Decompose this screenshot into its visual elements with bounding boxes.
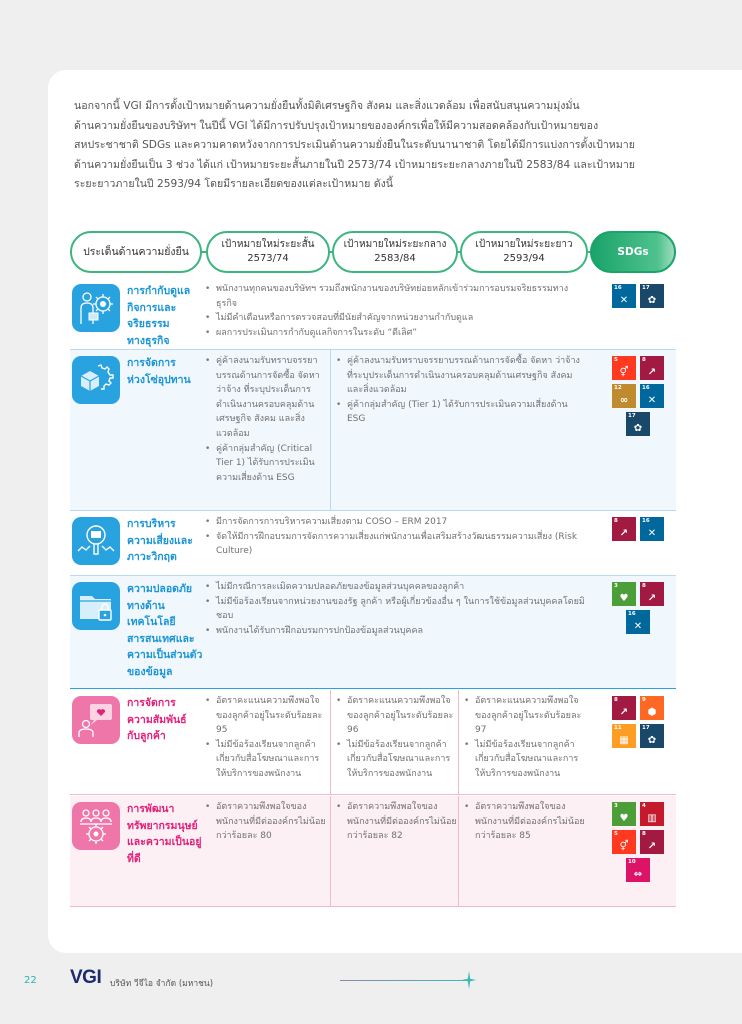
goal-item: • ไม่มีข้อร้องเรียนจากหน่วยงานของรัฐ ลูกค้า หรือผู้เกี่ยวข้องอื่น ๆ ในการใช้ข้อมูลส่วนบุคคลโดยมิชอบ (204, 595, 589, 624)
header-topic (70, 231, 202, 273)
row-topic (127, 516, 203, 566)
topic-line: ห่วงโซ่อุปทาน (127, 373, 191, 386)
goal-item: • อัตราคะแนนความพึงพอใจของลูกค้าอยู่ในระดับร้อยละ 97 (463, 694, 587, 738)
goals-long-term (463, 800, 587, 844)
topic-line: ทางด้าน (127, 599, 165, 612)
sdg-glyph: ∞ (619, 395, 629, 406)
sdg-8-icon (640, 582, 664, 606)
goal-item: • ไม่มีคำเตือนหรือการตรวจสอบที่มีนัยสำคัญจากหน่วยงานกำกับดูแล (204, 311, 589, 326)
column-divider (330, 796, 331, 906)
sdg-glyph: ⚥ (619, 841, 629, 852)
sdg-glyph: ▦ (619, 735, 629, 746)
topic-line: ความเสี่ยงและ (127, 534, 193, 547)
topic-line: เทคโนโลยี (127, 616, 176, 628)
topic-line: ความเป็นส่วนตัว (127, 649, 203, 661)
row-topic (127, 801, 203, 867)
footer-divider-line (340, 980, 468, 981)
row-topic (127, 695, 203, 745)
sdg-number: 8 (614, 518, 618, 524)
sdg-tiles (600, 356, 676, 436)
goal-item: • พนักงานได้รับการฝึกอบรมการปกป้องข้อมูลส่วนบุคคล (204, 624, 589, 639)
goals-all-periods (204, 580, 589, 638)
header-long-title: เป้าหมายใหม่ระยะยาว (475, 239, 573, 250)
vgi-logo (70, 967, 101, 989)
goal-item: • คู่ค้ากลุ่มสำคัญ (Tier 1) ได้รับการประเมินความเสี่ยงด้าน ESG (335, 398, 587, 427)
goals-long-term (463, 694, 587, 782)
header-short-term (206, 231, 330, 273)
goal-item: • พนักงานทุกคนของบริษัทฯ รวมถึงพนักงานของบริษัทย่อยหลักเข้าร่วมการอบรมจริยธรรมทางธุรกิจ (204, 282, 589, 311)
header-long-term (460, 231, 588, 273)
sdg-17-icon (640, 284, 664, 308)
goal-item: • ไม่มีข้อร้องเรียนจากลูกค้าเกี่ยวกับสื่อโฆษณาและการให้บริการของพนักงาน (463, 738, 587, 782)
intro-line: ด้านความยั่งยืนของบริษัทฯ ในปีนี้ VGI ได้มีการปรับปรุงเป้าหมายขององค์กรเพื่อให้มีความสอดคล้องกับเป้าหมายของ (74, 119, 599, 132)
sdg-number: 16 (628, 611, 636, 617)
goals-short-term (204, 694, 328, 782)
table-header (70, 231, 676, 273)
sdg-number: 3 (614, 803, 618, 809)
sdg-16-icon (626, 610, 650, 634)
company-name: บริษัท วีจีไอ จำกัด (มหาชน) (110, 979, 214, 989)
sdg-17-icon (626, 412, 650, 436)
topic-line: ความสัมพันธ์ (127, 713, 187, 726)
goal-item: • อัตราความพึงพอใจของพนักงานที่มีต่อองค์กรไม่น้อยกว่าร้อยละ 82 (335, 800, 459, 844)
topic-line: กิจการและ (127, 301, 177, 314)
sdg-number: 16 (642, 518, 650, 524)
sdg-glyph: ✿ (647, 735, 657, 746)
header-long-year: 2593/94 (503, 253, 545, 264)
goal-item: • มีการจัดการการบริหารความเสี่ยงตาม COSO – ERM 2017 (204, 515, 589, 530)
topic-line: ที่ดี (127, 852, 141, 865)
topic-line: การกำกับดูแล (127, 285, 191, 297)
sdg-16-icon (640, 517, 664, 541)
goal-item: • ไม่มีข้อร้องเรียนจากลูกค้าเกี่ยวกับสื่อโฆษณาและการให้บริการของพนักงาน (204, 738, 328, 782)
sdg-glyph: ↗ (647, 593, 657, 604)
sdg-tiles (600, 517, 676, 541)
sdg-16-icon (612, 284, 636, 308)
sdg-glyph: ✕ (647, 395, 657, 406)
header-short-year: 2573/74 (247, 253, 289, 264)
sdg-glyph: ▥ (647, 813, 657, 824)
header-sdgs (590, 231, 676, 273)
goal-item: • ผลการประเมินการกำกับดูแลกิจการในระดับ “ดีเลิศ” (204, 326, 589, 341)
sdg-12-icon (612, 384, 636, 408)
sdg-glyph: ✿ (647, 295, 657, 306)
goal-item: • อัตราความพึงพอใจของพนักงานที่มีต่อองค์กรไม่น้อยกว่าร้อยละ 80 (204, 800, 328, 844)
sdg-number: 3 (614, 583, 618, 589)
secure-folder-icon (72, 582, 120, 630)
goal-item: • อัตราความพึงพอใจของพนักงานที่มีต่อองค์กรไม่น้อยกว่าร้อยละ 85 (463, 800, 587, 844)
goal-item: • คู่ค้ากลุ่มสำคัญ (Critical Tier 1) ได้รับการประเมินความเสี่ยงด้าน ESG (204, 442, 328, 486)
topic-line: การจัดการ (127, 357, 176, 369)
sdg-number: 17 (642, 285, 650, 291)
intro-line: นอกจากนี้ VGI มีการตั้งเป้าหมายด้านความยั่งยืนทั้งมิติเศรษฐกิจ สังคม และสิ่งแวดล้อม เพื่อสนับสนุนความมุ่งมั่น (74, 100, 580, 112)
sdg-glyph: ♥ (619, 593, 629, 604)
row-topic (127, 581, 203, 680)
topic-line: การพัฒนา (127, 803, 175, 815)
table-row-customer (70, 690, 676, 795)
sdg-number: 8 (642, 831, 646, 837)
header-mid-year: 2583/84 (374, 253, 416, 264)
sdg-glyph: ✿ (633, 423, 643, 434)
sdg-glyph: ⇔ (633, 869, 643, 880)
header-topic-label: ประเด็นด้านความยั่งยืน (83, 246, 189, 258)
table-row-human-resources (70, 796, 676, 907)
sdg-5-icon (612, 356, 636, 380)
supply-chain-icon (72, 356, 120, 404)
goal-item: • อัตราคะแนนความพึงพอใจของลูกค้าอยู่ในระดับร้อยละ 95 (204, 694, 328, 738)
goal-item: • ไม่มีข้อร้องเรียนจากลูกค้าเกี่ยวกับสื่อโฆษณาและการให้บริการของพนักงาน (335, 738, 459, 782)
sdg-glyph: ↗ (647, 841, 657, 852)
sparkle-star-icon (462, 971, 476, 989)
sdg-3-icon (612, 582, 636, 606)
topic-line: จริยธรรม (127, 318, 170, 330)
sdg-number: 10 (628, 859, 636, 865)
sdg-5-icon (612, 830, 636, 854)
goal-item: • อัตราคะแนนความพึงพอใจของลูกค้าอยู่ในระดับร้อยละ 96 (335, 694, 459, 738)
sdg-10-icon (626, 858, 650, 882)
topic-line: ของข้อมูล (127, 665, 173, 678)
header-mid-title: เป้าหมายใหม่ระยะกลาง (343, 239, 447, 250)
sdg-number: 17 (628, 413, 636, 419)
topic-line: ทรัพยากรมนุษย์ (127, 819, 198, 832)
goals-all-periods (204, 282, 589, 340)
topic-line: ภาวะวิกฤต (127, 551, 177, 563)
sdg-glyph: ↗ (619, 707, 629, 718)
sdg-glyph: ↗ (619, 528, 629, 539)
people-gear-icon (72, 802, 120, 850)
sdg-4-icon (640, 802, 664, 826)
column-divider (330, 690, 331, 794)
sdg-number: 16 (614, 285, 622, 291)
sdg-tiles (600, 284, 676, 308)
goal-item: • จัดให้มีการฝึกอบรมการจัดการความเสี่ยงแก่พนักงานเพื่อเสริมสร้างวัฒนธรรมความเสี่ยง (Risk Culture) (204, 530, 589, 559)
goal-item: • ไม่มีกรณีการละเมิดความปลอดภัยของข้อมูลส่วนบุคคลของลูกค้า (204, 580, 589, 595)
sdg-number: 16 (642, 385, 650, 391)
sdg-glyph: ⚥ (619, 367, 629, 378)
sdg-glyph: ✕ (619, 295, 629, 306)
sdg-number: 8 (642, 357, 646, 363)
intro-line: ด้านความยั่งยืนเป็น 3 ช่วง ได้แก่ เป้าหมายระยะสั้นภายในปี 2573/74 เป้าหมายระยะกลางภายในปี 2583/84 และเป้าหมาย (74, 158, 636, 171)
page-number: 22 (24, 975, 37, 986)
goal-item: • คู่ค้าลงนามรับทราบจรรยาบรรณด้านการจัดซื้อ จัดหา ว่าจ้าง ที่ระบุประเด็นการดำเนินงานครอบคลุมด้านเศรษฐกิจ สังคม และสิ่งแวดล้อม (204, 354, 328, 442)
intro-paragraph (74, 97, 680, 195)
table-row-data-security (70, 576, 676, 689)
sdg-number: 11 (614, 725, 622, 731)
sdg-glyph: ✕ (647, 528, 657, 539)
sdg-17-icon (640, 724, 664, 748)
table-row-governance (70, 278, 676, 350)
sdg-tiles (600, 582, 676, 634)
header-mid-term (332, 231, 458, 273)
topic-line: สารสนเทศและ (127, 632, 195, 645)
sdg-glyph: ↗ (647, 367, 657, 378)
goals-mid-term (335, 694, 459, 782)
sdg-number: 12 (614, 385, 622, 391)
sdg-8-icon (612, 517, 636, 541)
goals-mid-term (335, 800, 459, 844)
column-divider (330, 350, 331, 510)
goals-short-term (204, 354, 328, 485)
topic-line: ทางธุรกิจ (127, 334, 170, 347)
sdg-tiles (600, 802, 676, 882)
sdg-tiles (600, 696, 676, 748)
sdg-number: 9 (642, 697, 646, 703)
table-row-risk (70, 511, 676, 576)
sdg-8-icon (640, 356, 664, 380)
row-topic (127, 283, 203, 349)
sdg-number: 5 (614, 357, 618, 363)
table-row-supply-chain (70, 350, 676, 511)
sdg-11-icon (612, 724, 636, 748)
sdg-glyph: ♥ (619, 813, 629, 824)
intro-line: สหประชาชาติ SDGs และความคาดหวังจากการประเมินด้านความยั่งยืนในระดับนานาชาติ โดยได้มีการแบ่งการตั้งเป้าหมาย (74, 139, 635, 152)
sdg-number: 8 (642, 583, 646, 589)
sdg-number: 4 (642, 803, 646, 809)
sdg-9-icon (640, 696, 664, 720)
header-short-title: เป้าหมายใหม่ระยะสั้น (221, 239, 315, 250)
sdg-3-icon (612, 802, 636, 826)
topic-line: และความเป็นอยู่ (127, 836, 202, 848)
governance-icon (72, 284, 120, 332)
topic-line: การจัดการ (127, 697, 176, 709)
intro-line: ระยะยาวภายในปี 2593/94 โดยมีรายละเอียดของแต่ละเป้าหมาย ดังนี้ (74, 178, 394, 191)
customer-heart-icon (72, 696, 120, 744)
topic-line: กับลูกค้า (127, 730, 166, 742)
goals-mid-long-term (335, 354, 587, 427)
row-topic (127, 355, 203, 388)
sdg-number: 8 (614, 697, 618, 703)
sdg-glyph: ✕ (633, 621, 643, 632)
logo-text: VGI (70, 967, 102, 988)
goals-all-periods (204, 515, 589, 559)
sdg-16-icon (640, 384, 664, 408)
sdg-8-icon (612, 696, 636, 720)
topic-line: การบริหาร (127, 518, 176, 530)
risk-magnifier-icon (72, 517, 120, 565)
goals-short-term (204, 800, 328, 844)
header-sdgs-label: SDGs (617, 246, 649, 258)
sdg-number: 17 (642, 725, 650, 731)
goal-item: • คู่ค้าลงนามรับทราบจรรยาบรรณด้านการจัดซื้อ จัดหา ว่าจ้าง ที่ระบุประเด็นการดำเนินงานครอบคลุมด้านเศรษฐกิจ สังคม และสิ่งแวดล้อม (335, 354, 587, 398)
sdg-8-icon (640, 830, 664, 854)
sdg-glyph: ⬢ (647, 707, 657, 718)
topic-line: ความปลอดภัย (127, 583, 193, 595)
sdg-number: 5 (614, 831, 618, 837)
